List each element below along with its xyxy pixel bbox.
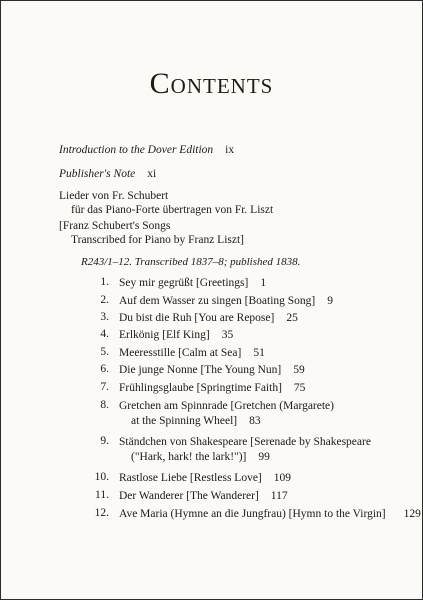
page-title: Contents (149, 67, 274, 100)
song-title: Du bist die Ruh [You are Repose] (119, 312, 275, 324)
song-title: Sey mir gegrüßt [Greetings] (119, 277, 249, 289)
front-matter-title: Introduction to the Dover Edition (59, 144, 214, 156)
song-page: 9 (327, 295, 333, 307)
song-page: 129 (403, 508, 421, 520)
song-page: 83 (249, 415, 261, 427)
song-page: 117 (270, 490, 288, 502)
front-matter-page: ix (225, 144, 235, 156)
song-number: 2. (100, 294, 109, 306)
song-number: 4. (100, 328, 109, 340)
song-page: 109 (273, 472, 292, 484)
song-page: 59 (293, 364, 305, 376)
collection-heading-translation: [Franz Schubert's Songs (59, 220, 171, 232)
song-title: Gretchen am Spinnrade [Gretchen (Margarete) (119, 400, 334, 412)
song-page: 25 (286, 312, 298, 324)
song-number: 8. (100, 399, 109, 411)
song-title: Meeresstille [Calm at Sea] (119, 347, 242, 359)
front-matter-item[interactable] (59, 167, 156, 181)
song-page: 51 (253, 347, 265, 359)
song-page: 99 (258, 451, 270, 463)
song-title-continued: ("Hark, hark! the lark!")] (131, 451, 247, 463)
song-title: Frühlingsglaube [Springtime Faith] (119, 382, 282, 394)
song-title: Erlkönig [Elf King] (119, 329, 210, 341)
collection-heading-line: Lieder von Fr. Schubert (59, 190, 169, 202)
song-title: Rastlose Liebe [Restless Love] (119, 472, 262, 484)
front-matter-title: Publisher's Note (59, 168, 136, 180)
collection-heading-line: für das Piano-Forte übertragen von Fr. Liszt (71, 204, 274, 216)
song-number: 9. (100, 435, 109, 447)
song-number: 3. (100, 311, 109, 323)
catalog-note: R243/1–12. Transcribed 1837–8; published 1838. (81, 256, 301, 268)
song-number: 11. (95, 489, 109, 501)
song-title: Ave Maria (Hymne an die Jungfrau) [Hymn to the Virgin] (119, 508, 386, 520)
song-number: 6. (100, 363, 109, 375)
song-title: Der Wanderer [The Wanderer] (119, 490, 259, 502)
song-page: 1 (260, 277, 267, 289)
song-number: 5. (100, 346, 109, 358)
song-number: 12. (94, 507, 109, 519)
song-number: 1. (100, 276, 109, 288)
collection-heading-translation: Transcribed for Piano by Franz Liszt] (71, 234, 244, 246)
song-page: 75 (293, 382, 306, 394)
song-title: Die junge Nonne [The Young Nun] (119, 364, 282, 376)
song-page: 35 (221, 329, 234, 341)
song-number: 10. (94, 471, 109, 483)
song-title-continued: at the Spinning Wheel] (131, 415, 238, 427)
song-number: 7. (100, 381, 109, 393)
front-matter-item[interactable] (59, 143, 234, 157)
front-matter-page: xi (147, 168, 157, 180)
song-title: Auf dem Wasser zu singen [Boating Song] (119, 295, 316, 307)
song-title: Ständchen von Shakespeare [Serenade by Shakespeare (119, 436, 371, 448)
